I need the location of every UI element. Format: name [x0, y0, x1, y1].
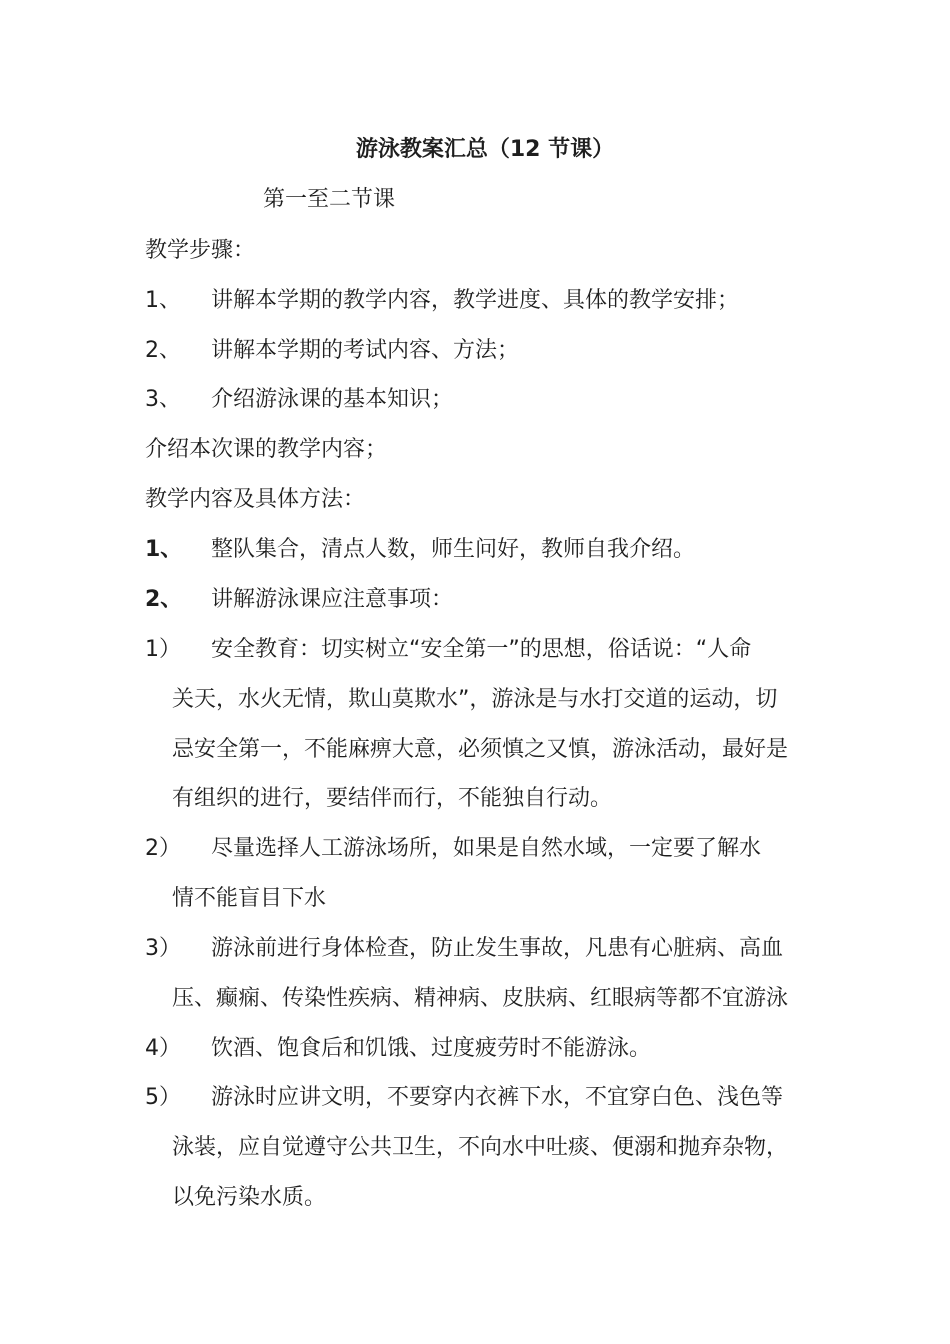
document-title: 游泳教案汇总（12 节课）: [355, 137, 615, 162]
content-item-text: 讲解游泳课应注意事项：: [211, 587, 454, 612]
note-line: 游泳前进行身体检查，防止发生事故，凡患有心脏病、高血: [211, 936, 784, 961]
note-line: 游泳时应讲文明，不要穿内衣裤下水，不宜穿白色、浅色等: [211, 1085, 784, 1110]
intro-line: 介绍本次课的教学内容；: [145, 437, 388, 462]
step-text: 讲解本学期的教学内容，教学进度、具体的教学安排；: [211, 288, 740, 313]
note-line: 以免污染水质。: [172, 1185, 327, 1210]
content-item-text: 整队集合，清点人数，师生问好，教师自我介绍。: [211, 537, 696, 562]
note-number: 5）: [145, 1085, 181, 1110]
step-number: 3、: [145, 387, 181, 412]
note-line: 有组织的进行，要结伴而行，不能独自行动。: [172, 786, 613, 811]
note-line: 饮酒、饱食后和饥饿、过度疲劳时不能游泳。: [211, 1036, 652, 1061]
content-heading: 教学内容及具体方法：: [145, 487, 366, 512]
step-number: 1、: [145, 288, 181, 313]
note-line: 安全教育：切实树立“安全第一”的思想，俗话说：“人命: [211, 637, 752, 662]
note-line: 尽量选择人工游泳场所，如果是自然水域，一定要了解水: [211, 836, 762, 861]
steps-heading: 教学步骤：: [145, 238, 256, 263]
step-number: 2、: [145, 338, 181, 363]
note-number: 3）: [145, 936, 181, 961]
note-number: 2）: [145, 836, 181, 861]
note-line: 忌安全第一，不能麻痹大意，必须慎之又慎，游泳活动，最好是: [172, 737, 789, 762]
note-line: 泳装，应自觉遵守公共卫生，不向水中吐痰、便溺和抛弃杂物，: [172, 1135, 789, 1160]
note-number: 4）: [145, 1036, 181, 1061]
content-item-number: 2、: [145, 587, 183, 612]
note-line: 压、癫痫、传染性疾病、精神病、皮肤病、红眼病等都不宜游泳: [172, 986, 789, 1011]
note-line: 情不能盲目下水: [172, 886, 327, 911]
step-text: 讲解本学期的考试内容、方法；: [211, 338, 520, 363]
note-number: 1）: [145, 637, 181, 662]
content-item-number: 1、: [145, 537, 183, 562]
step-text: 介绍游泳课的基本知识；: [211, 387, 454, 412]
lesson-subtitle: 第一至二节课: [263, 187, 396, 212]
note-line: 关天，水火无情，欺山莫欺水”，游泳是与水打交道的运动，切: [172, 687, 778, 712]
